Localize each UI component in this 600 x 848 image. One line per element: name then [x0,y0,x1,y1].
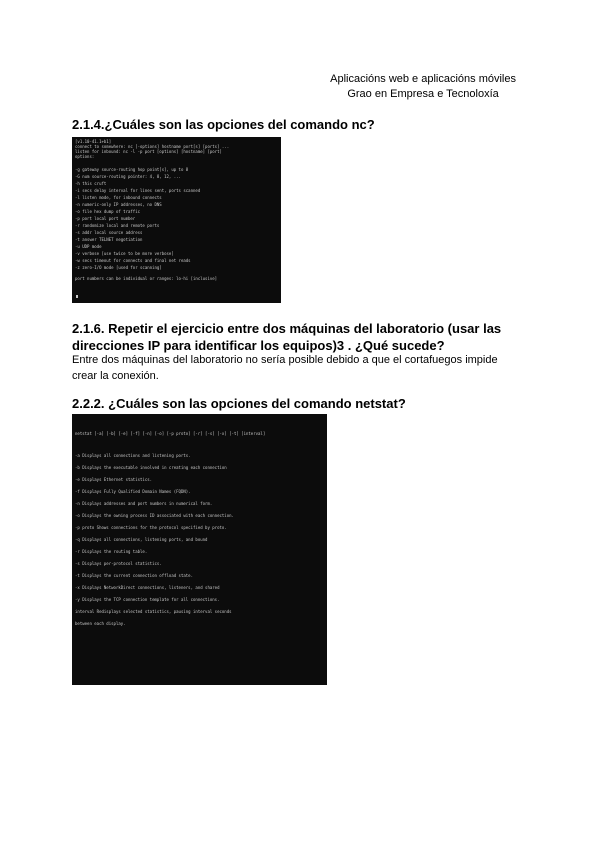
terminal-line: port numbers can be individual or ranges: lo-hi [inclusive] [75,276,218,281]
terminal-line: -G num source-routing pointer: 4, 8, 12, ... [75,174,181,179]
document-header [330,72,516,102]
heading-nc-options: 2.1.4.¿Cuáles son las opciones del comando nc? [72,117,375,132]
terminal-line: between each display. [75,621,126,626]
header-degree: Grao en Empresa e Tecnoloxía [347,88,499,100]
terminal-line: -o Displays the owning process ID associated with each connection. [75,513,234,518]
terminal-line: -h this cruft [75,181,107,186]
terminal-line: -z zero-I/O mode [used for scanning] [75,265,162,270]
terminal-line: -u UDP mode [75,244,102,249]
heading-netstat-options: 2.2.2. ¿Cuáles son las opciones del comando netstat? [72,396,406,411]
terminal-line: listen for inbound: nc -l -p port [options] [hostname] [port] [75,149,222,154]
terminal-line: -s Displays per-protocol statistics. [75,561,162,566]
terminal-line: -p proto Shows connections for the protocol specified by proto. [75,525,227,530]
terminal-line: -r randomize local and remote ports [75,223,160,228]
terminal-line: -v verbose [use twice to be more verbose] [75,251,174,256]
terminal-line: -a Displays all connections and listening ports. [75,453,191,458]
heading-lab-exercise-line2: direcciones IP para identificar los equipos)3 . ¿Qué sucede? [72,338,445,353]
terminal-cursor [76,295,78,298]
terminal-line: options: [75,154,95,159]
terminal-line: interval Redisplays selected statistics, pausing interval seconds [75,609,232,614]
terminal-line: -b Displays the executable involved in creating each connection [75,465,227,470]
terminal-line: -e Displays Ethernet statistics. [75,477,153,482]
terminal-line: -r Displays the routing table. [75,549,148,554]
terminal-line: netstat [-a] [-b] [-e] [-f] [-n] [-o] [-p proto] [-r] [-s] [-x] [-t] [interval] [75,431,266,436]
terminal-line: -q Displays all connections, listening ports, and bound [75,537,208,542]
terminal-line: -s addr local source address [75,230,143,235]
terminal-line: -t answer TELNET negotiation [75,237,143,242]
heading-lab-exercise-line1: 2.1.6. Repetir el ejercicio entre dos máquinas del laboratorio (usar las [72,321,502,336]
terminal-line: -f Displays Fully Qualified Domain Names (FQDN). [75,489,191,494]
terminal-line: -w secs timeout for connects and final net reads [75,258,191,263]
terminal-screenshot-netstat [72,414,327,685]
terminal-line: -p port local port number [75,216,136,221]
header-course: Aplicacións web e aplicacións móviles [330,73,516,85]
answer-text-line1: Entre dos máquinas del laboratorio no sería posible debido a que el cortafuegos impide [72,354,498,366]
terminal-line: -x Displays NetworkDirect connections, listeners, and shared [75,585,220,590]
answer-text-line2: crear la conexión. [72,370,159,382]
terminal-line: -g gateway source-routing hop point[s], up to 8 [75,167,189,172]
terminal-line: -o file hex dump of traffic [75,209,141,214]
terminal-line: -l listen mode, for inbound connects [75,195,162,200]
terminal-line: -y Displays the TCP connection template for all connections. [75,597,220,602]
terminal-line: -n Displays addresses and port numbers in numerical form. [75,501,213,506]
terminal-line: [v1.10-41.1+b1] [75,139,112,144]
terminal-line: -t Displays the current connection offload state. [75,573,194,578]
terminal-prompt [75,295,78,299]
terminal-line: -i secs delay interval for lines sent, ports scanned [75,188,201,193]
terminal-screenshot-nc [72,137,281,303]
terminal-line: -n numeric-only IP addresses, no DNS [75,202,162,207]
terminal-line: connect to somewhere: nc [-options] hostname port[s] [ports] ... [75,144,230,149]
